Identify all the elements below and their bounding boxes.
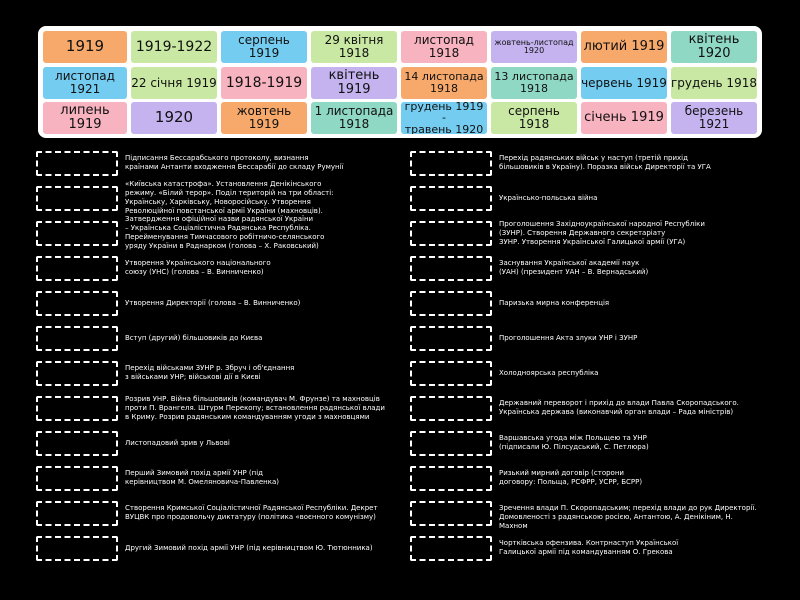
drop-slot[interactable] — [410, 466, 492, 491]
answer-tile-label: квітень 1920 — [688, 32, 740, 61]
match-description: Вступ (другий) більшовиків до Києва — [125, 333, 263, 342]
drop-slot[interactable] — [36, 326, 118, 351]
answer-tile[interactable] — [311, 67, 397, 99]
answer-tile-label: 1920 — [154, 108, 194, 127]
drop-slot[interactable] — [410, 536, 492, 561]
answer-tile[interactable] — [43, 67, 127, 99]
answer-tile-label: 22 січня 1919 — [131, 75, 217, 90]
answer-tile[interactable] — [311, 31, 397, 63]
answer-tile-label: листопад 1918 — [414, 33, 474, 60]
answer-tile[interactable] — [581, 67, 667, 99]
answer-tile[interactable] — [491, 31, 577, 63]
answer-tile[interactable] — [43, 102, 127, 134]
answer-tile-label: серпень 1918 — [508, 104, 560, 131]
answer-tile[interactable] — [401, 102, 487, 134]
answer-tile-label: березень 1921 — [684, 104, 744, 131]
answer-tile[interactable] — [221, 102, 307, 134]
answer-tile-label: листопад 1921 — [55, 69, 115, 96]
drop-slot[interactable] — [410, 221, 492, 246]
answer-tile-label: січень 1919 — [584, 110, 664, 126]
answer-tile-label: жовтень 1919 — [236, 104, 292, 131]
answer-tile-label: 1919-1922 — [135, 38, 213, 55]
answer-tile[interactable] — [221, 31, 307, 63]
answer-tile-label: 29 квітня 1918 — [324, 33, 384, 60]
answer-tile[interactable] — [131, 31, 217, 63]
answer-tile-label: 14 листопада 1918 — [404, 70, 484, 95]
drop-slot[interactable] — [36, 151, 118, 176]
drop-slot[interactable] — [36, 186, 118, 211]
answer-tile[interactable] — [131, 102, 217, 134]
answer-tile-label: лютий 1919 — [583, 39, 665, 55]
match-description: Зречення влади П. Скоропадським; перехід влади до рук Директорії. Домовленості з радянською росією, Антантою, А. Денікіним, Н. Махном — [499, 504, 757, 530]
answer-tile[interactable] — [581, 31, 667, 63]
answer-tile-label: червень 1919 — [581, 75, 667, 90]
match-description: Перший Зимовий похід армії УНР (під керівництвом М. Омеляновича-Павленка) — [125, 469, 279, 486]
match-description: «Київська катастрофа». Установлення Денікінського режиму. «Білий терор». Поділ територій на три області: Українську, Харківську, Новоросійську. Утворення Революційної повстанської армії України (махновців). — [125, 180, 334, 215]
drop-slot[interactable] — [36, 396, 118, 421]
answer-tile-label: квітень 1919 — [328, 68, 380, 97]
drop-slot[interactable] — [410, 151, 492, 176]
answer-tile[interactable] — [671, 102, 757, 134]
match-description: Перехід радянських військ у наступ (третій прихід більшовиків в Україну). Поразка військ Директорії та УГА — [499, 154, 711, 171]
drop-slot[interactable] — [36, 256, 118, 281]
match-description: Варшавська угода між Польщею та УНР (підписали Ю. Пілсудський, С. Петлюра) — [499, 434, 649, 451]
match-description: Проголошення Акта злуки УНР і ЗУНР — [499, 333, 638, 342]
match-description: Українсько-польська війна — [499, 193, 598, 202]
drop-slot[interactable] — [36, 431, 118, 456]
answer-tile-label: жовтень-листопад 1920 — [494, 37, 574, 55]
match-description: Затвердження офіційної назви радянської України – Українська Соціалістична Радянська Республіка. Перейменування Тимчасового робітничо-селянського уряду України в Раднарком (голова – Х. Раковський) — [125, 215, 325, 250]
drop-slot[interactable] — [36, 221, 118, 246]
drop-slot[interactable] — [410, 291, 492, 316]
drop-slot[interactable] — [410, 396, 492, 421]
match-description: Чортківська офензива. Контрнаступ Української Галицької армії під командуванням О. Грекова — [499, 539, 679, 556]
answer-tile[interactable] — [671, 31, 757, 63]
answer-tile-label: 1919 — [65, 37, 105, 56]
match-description: Другий Зимовий похід армії УНР (під керівництвом Ю. Тютюнника) — [125, 543, 373, 552]
drop-slot[interactable] — [410, 326, 492, 351]
match-description: Листопадовий зрив у Львові — [125, 438, 230, 447]
answer-tile[interactable] — [221, 67, 307, 99]
match-description: Паризька мирна конференція — [499, 298, 610, 307]
answer-tile-label: грудень 1919 - травень 1920 — [404, 102, 484, 134]
drop-slot[interactable] — [410, 431, 492, 456]
answer-tile[interactable] — [401, 31, 487, 63]
answer-tile[interactable] — [311, 102, 397, 134]
drop-slot[interactable] — [36, 501, 118, 526]
answer-tile[interactable] — [401, 67, 487, 99]
drop-slot[interactable] — [410, 361, 492, 386]
match-description: Холодноярська республіка — [499, 368, 599, 377]
match-description: Створення Кримської Соціалістичної Радянської Республіки. Декрет ВУЦВК про продовольчу диктатуру (політика «воєнного комунізму) — [125, 504, 378, 521]
drop-slot[interactable] — [36, 536, 118, 561]
drop-slot[interactable] — [410, 186, 492, 211]
drop-slot[interactable] — [36, 361, 118, 386]
drop-slot[interactable] — [410, 501, 492, 526]
match-description: Перехід військами ЗУНР р. Збруч і об'єднання з військами УНР; військові дії в Києві — [125, 364, 295, 381]
answer-bank — [38, 26, 762, 138]
answer-tile[interactable] — [581, 102, 667, 134]
answer-tile[interactable] — [491, 67, 577, 99]
match-description: Заснування Української академії наук (УАН) (президент УАН – В. Вернадський) — [499, 259, 649, 276]
match-description: Утворення Директорії (голова – В. Винниченко) — [125, 298, 301, 307]
drop-slot[interactable] — [36, 291, 118, 316]
answer-tile-label: 13 листопада 1918 — [494, 70, 574, 95]
match-description: Ризький мирний договір (сторони договору: Польща, РСФРР, УСРР, БСРР) — [499, 469, 643, 486]
answer-tile[interactable] — [131, 67, 217, 99]
answer-tile[interactable] — [671, 67, 757, 99]
match-description: Підписання Бессарабського протоколу, визнання країнами Антанти входження Бессарабії до складу Румунії — [125, 154, 344, 171]
answer-tile-label: 1 листопада 1918 — [314, 104, 394, 131]
answer-tile-label: грудень 1918 — [671, 75, 757, 90]
match-description: Державний переворот і прихід до влади Павла Скоропадського. Українська держава (виконавчий орган влади – Рада міністрів) — [499, 399, 739, 416]
match-description: Розрив УНР. Війна більшовиків (командувач М. Фрунзе) та махновців проти П. Врангеля. Штурм Перекопу; встановлення радянської влади в Криму. Розрив радянським командуванням угоди з махновцями — [125, 394, 385, 421]
match-description: Проголошення Західноукраїнської народної Республіки (ЗУНР). Створення Державного секретаріату ЗУНР. Утворення Української Галицької армії (УГА) — [499, 219, 705, 246]
answer-tile-label: 1918-1919 — [225, 74, 303, 91]
drop-slot[interactable] — [410, 256, 492, 281]
answer-tile-label: липень 1919 — [60, 103, 110, 132]
match-description: Утворення Українського національного союзу (УНС) (голова – В. Винниченко) — [125, 259, 271, 276]
answer-tile[interactable] — [43, 31, 127, 63]
answer-tile[interactable] — [491, 102, 577, 134]
drop-slot[interactable] — [36, 466, 118, 491]
answer-tile-label: серпень 1919 — [238, 33, 290, 60]
